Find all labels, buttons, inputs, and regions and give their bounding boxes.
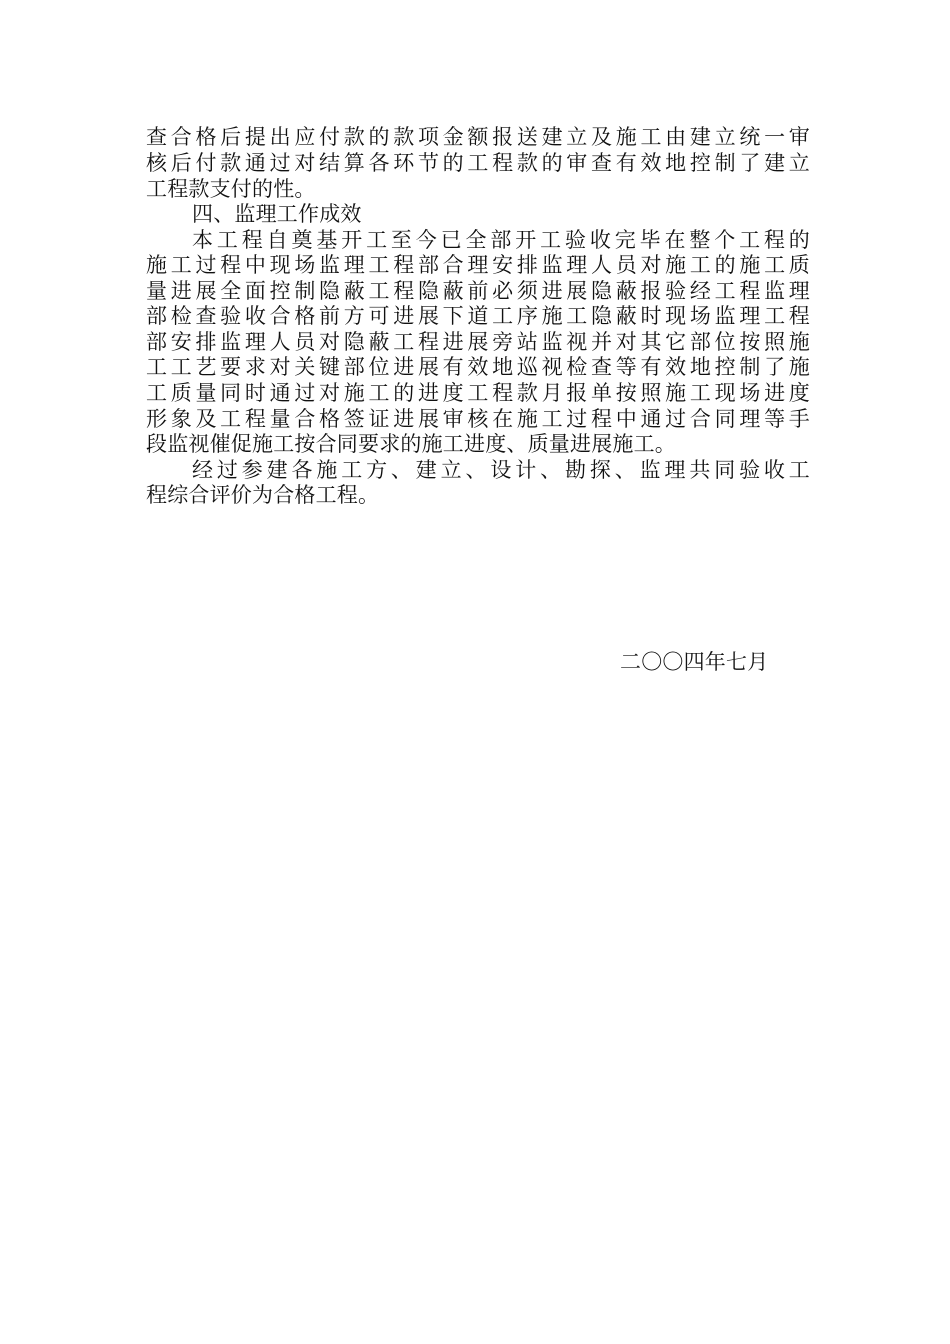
body-text-line: 工质量同时通过对施工的进度工程款月报单按照施工现场进度 bbox=[146, 381, 810, 405]
body-text-line: 查合格后提出应付款的款项金额报送建立及施工由建立统一审 bbox=[146, 125, 810, 149]
body-text-line: 形象及工程量合格签证进展审核在施工过程中通过合同理等手 bbox=[146, 407, 810, 431]
document-date: 二〇〇四年七月 bbox=[620, 650, 769, 674]
body-text-line: 程综合评价为合格工程。 bbox=[146, 483, 380, 507]
body-text-line: 部安排监理人员对隐蔽工程进展旁站监视并对其它部位按照施 bbox=[146, 330, 810, 354]
body-text-line: 施工过程中现场监理工程部合理安排监理人员对施工的施工质 bbox=[146, 253, 810, 277]
body-text-line: 工程款支付的性。 bbox=[146, 177, 316, 201]
paragraph-first-line: 本工程自奠基开工至今已全部开工验收完毕在整个工程的 bbox=[192, 228, 810, 252]
body-text-line: 量进展全面控制隐蔽工程隐蔽前必须进展隐蔽报验经工程监理 bbox=[146, 279, 810, 303]
body-text-line: 核后付款通过对结算各环节的工程款的审查有效地控制了建立 bbox=[146, 151, 810, 175]
body-text-line: 工工艺要求对关键部位进展有效地巡视检查等有效地控制了施 bbox=[146, 355, 810, 379]
paragraph-first-line: 经过参建各施工方、建立、设计、勘探、监理共同验收工 bbox=[192, 458, 810, 482]
body-text-line: 部检查验收合格前方可进展下道工序施工隐蔽时现场监理工程 bbox=[146, 304, 810, 328]
section-heading: 四、监理工作成效 bbox=[192, 202, 362, 226]
body-text-line: 段监视催促施工按合同要求的施工进度、质量进展施工。 bbox=[146, 432, 676, 456]
